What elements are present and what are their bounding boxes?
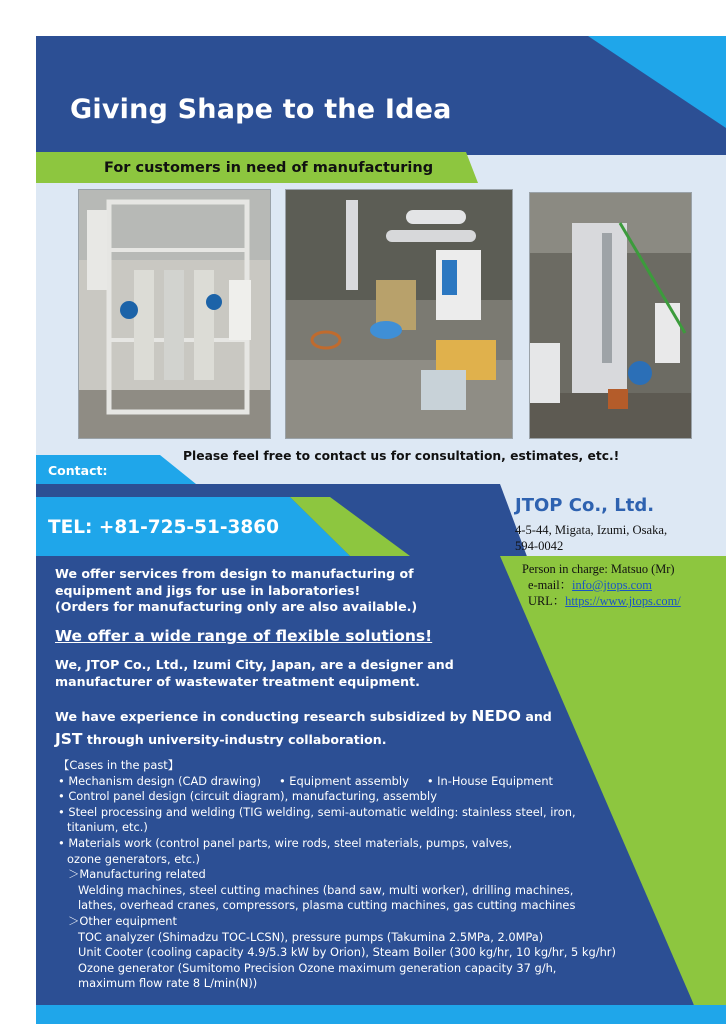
equipment-photo-insulated-piping-icon — [286, 190, 513, 439]
email-row — [522, 577, 722, 593]
case-bullet-3: • Steel processing and welding (TIG welding, semi-automatic welding: stainless steel, iron, — [58, 804, 576, 819]
address-line-2: 594-0042 — [515, 539, 564, 553]
case-bullet-4-cont: ozone generators, etc.) — [67, 851, 200, 866]
contact-message: Please feel free to contact us for consultation, estimates, etc.! — [183, 449, 620, 463]
case-item: • Mechanism design (CAD drawing) — [58, 773, 261, 788]
nedo-text-pre: We have experience in conducting research subsidized by — [55, 709, 472, 724]
other-equipment-line-4: maximum flow rate 8 L/min(N)) — [78, 976, 258, 991]
research-experience — [55, 705, 555, 751]
case-bullet-3-cont: titanium, etc.) — [67, 820, 148, 835]
manufacturing-heading: ＞Manufacturing related — [68, 867, 206, 882]
email-label: e-mail： — [528, 578, 573, 592]
other-equipment-line-1: TOC analyzer (Shimadzu TOC-LCSN), pressure pumps (Takumina 2.5MPa, 2.0MPa) — [78, 929, 544, 944]
nedo-text-and: and — [520, 709, 552, 724]
website-link[interactable]: https://www.jtops.com/ — [565, 594, 681, 608]
services-intro — [55, 566, 455, 616]
equipment-photo-control-cabinet-icon — [530, 193, 692, 439]
about-line-1: We, JTOP Co., Ltd., Izumi City, Japan, are a designer and — [55, 657, 454, 672]
subtitle: For customers in need of manufacturing — [104, 160, 434, 176]
manufacturing-line-2: lathes, overhead cranes, compressors, plasma cutting machines, gas cutting machines — [78, 898, 576, 913]
url-label: URL： — [528, 594, 566, 608]
cases-heading: 【Cases in the past】 — [58, 758, 180, 772]
case-item: • In-House Equipment — [426, 773, 554, 788]
contact-label: Contact: — [48, 463, 108, 478]
nedo-word: NEDO — [471, 707, 521, 725]
case-item: • Equipment assembly — [278, 773, 409, 788]
case-bullet-4: • Materials work (control panel parts, wire rods, steel materials, pumps, valves, — [58, 835, 513, 850]
page-title: Giving Shape to the Idea — [70, 94, 452, 125]
services-line-1: We offer services from design to manufacturing of — [55, 566, 414, 581]
about-line-2: manufacturer of wastewater treatment equipment. — [55, 673, 420, 689]
url-row — [522, 593, 722, 609]
equipment-photo-stainless-frame-icon — [79, 190, 271, 439]
telephone-number: TEL: +81-725-51-3860 — [48, 517, 280, 538]
jst-word: JST — [55, 730, 83, 748]
company-name: JTOP Co., Ltd. — [515, 495, 655, 516]
equipment-photo-3 — [529, 192, 692, 439]
company-about — [55, 657, 495, 690]
services-line-2: equipment and jigs for use in laboratories! — [55, 582, 361, 598]
manufacturing-line-1: Welding machines, steel cutting machines (band saw, multi worker), drilling machines, — [78, 882, 574, 897]
equipment-photo-1 — [78, 189, 271, 439]
services-line-3: (Orders for manufacturing only are also available.) — [55, 599, 418, 614]
past-cases — [58, 758, 658, 992]
company-address — [515, 522, 715, 554]
other-equipment-heading: ＞Other equipment — [68, 913, 177, 928]
case-bullet-2: • Control panel design (circuit diagram), manufacturing, assembly — [58, 789, 437, 804]
flexible-solutions-heading: We offer a wide range of flexible solutions! — [55, 627, 433, 645]
other-equipment-line-2: Unit Cooter (cooling capacity 4.9/5.3 kW by Orion), Steam Boiler (300 kg/hr, 10 kg/hr, 5 kg/hr) — [78, 945, 616, 960]
address-line-1: 4-5-44, Migata, Izumi, Osaka, — [515, 523, 668, 537]
jst-text-post: through university-industry collaboration. — [82, 732, 387, 747]
contact-info — [522, 561, 722, 609]
email-link[interactable]: info@jtops.com — [572, 578, 652, 592]
person-in-charge: Person in charge: Matsuo (Mr) — [522, 562, 675, 576]
equipment-photo-2 — [285, 189, 513, 439]
case-bullet-1 — [58, 774, 658, 790]
other-equipment-line-3: Ozone generator (Sumitomo Precision Ozone maximum generation capacity 37 g/h, — [78, 960, 557, 975]
